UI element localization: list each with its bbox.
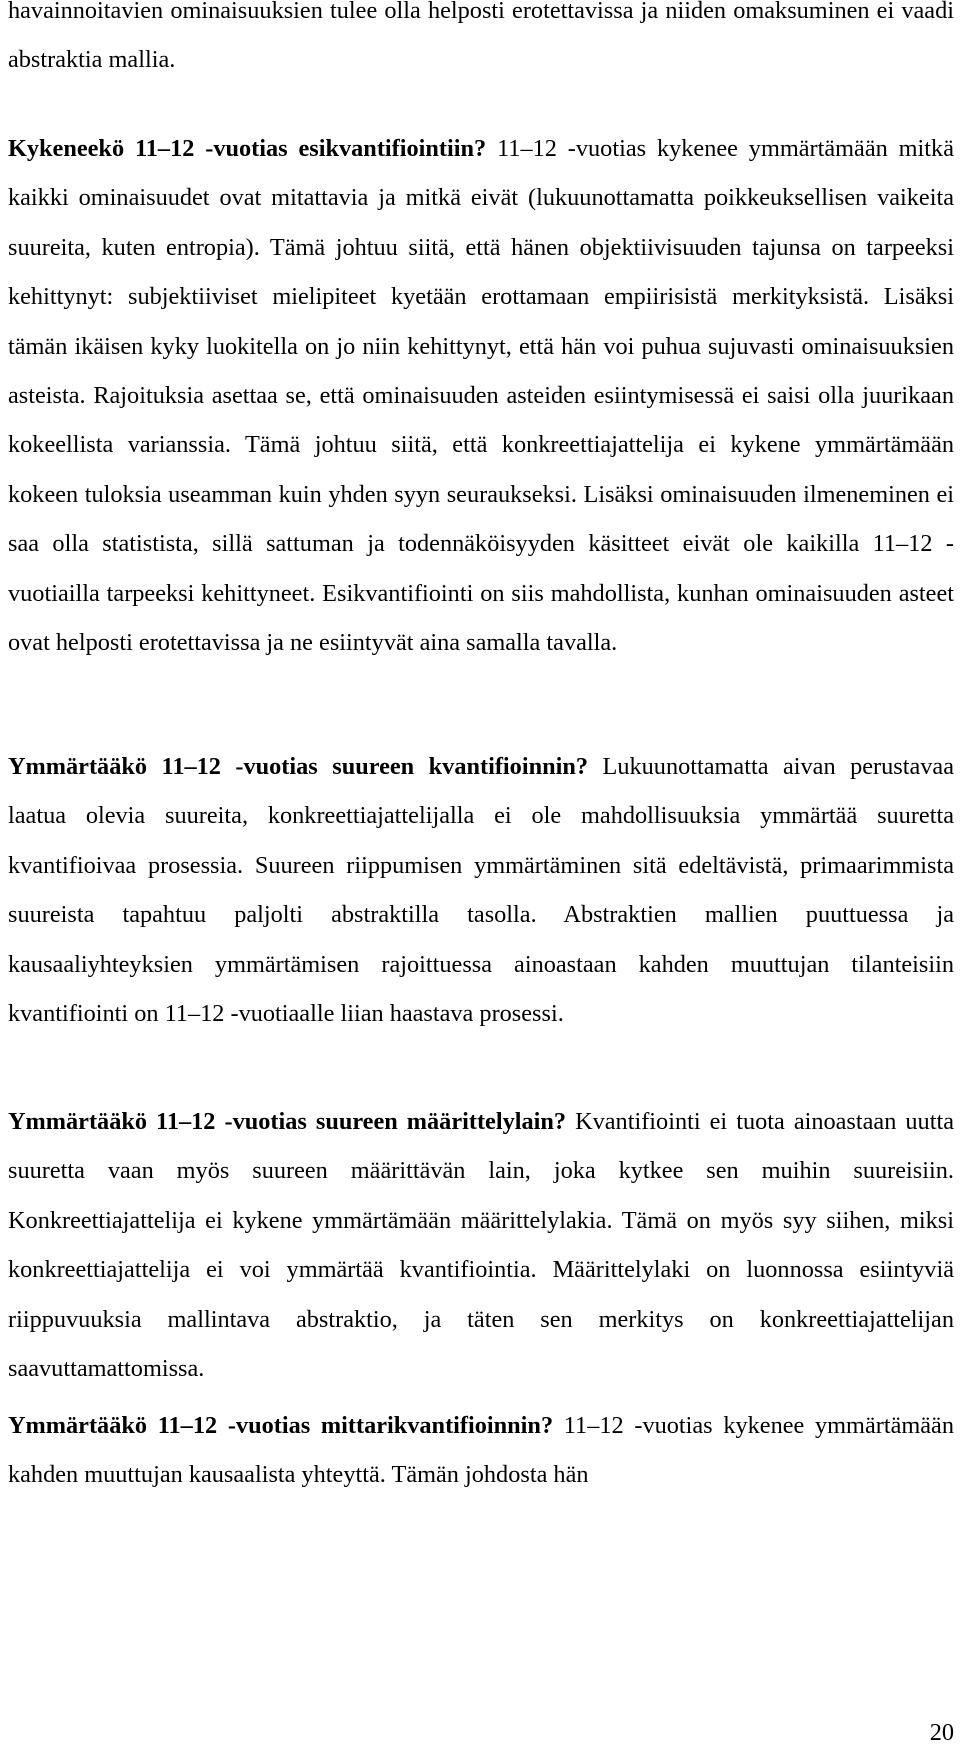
paragraph-suureen-kvantifiointi (8, 742, 954, 1038)
paragraph-text: Kvantifiointi ei tuota ainoastaan uutta suuretta vaan myös suureen määrittävän lain, joka kytkee sen muihin suureisiin. Konkreettiajattelija ei kykene ymmärtämään määrittelylakia. Tämä on myös syy siihen, miksi konkreettiajattelija ei voi ymmärtää kvantifiointia. Määrittelylaki on luonnossa esiintyviä riippuvuuksia mallintava abstraktio, ja täten sen merkitys on konkreettiajattelijan saavuttamattomissa. (8, 1108, 954, 1383)
paragraph-text: havainnoitavien ominaisuuksien tulee olla helposti erotettavissa ja niiden omaksuminen ei vaadi abstraktia mallia. (8, 0, 954, 74)
paragraph-heading: Ymmärtääkö 11–12 -vuotias suureen kvantifioinnin? (8, 753, 589, 780)
paragraph-heading: Ymmärtääkö 11–12 -vuotias mittarikvantifioinnin? (8, 1412, 554, 1439)
paragraph-esikvantifiointi (8, 124, 954, 667)
paragraph-continuation (8, 0, 954, 85)
paragraph-text: Lukuunottamatta aivan perustavaa laatua olevia suureita, konkreettiajattelijalla ei ole mahdollisuuksia ymmärtää suuretta kvantifioivaa prosessia. Suureen riippumisen ymmärtäminen sitä edeltävistä, primaarimmista suureista tapahtuu paljolti abstraktilla tasolla. Abstraktien mallien puuttuessa ja kausaaliyhteyksien ymmärtämisen rajoittuessa ainoastaan kahden muuttujan tilanteisiin kvantifiointi on 11–12 -vuotiaalle liian haastava prosessi. (8, 753, 954, 1028)
paragraph-text: 11–12 -vuotias kykenee ymmärtämään kahden muuttujan kausaalista yhteyttä. Tämän johdosta hän (8, 1412, 954, 1489)
paragraph-heading: Kykeneekö 11–12 -vuotias esikvantifiointiin? (8, 135, 487, 162)
paragraph-mittarikvantifiointi (8, 1401, 954, 1500)
page-number: 20 (929, 1719, 954, 1746)
paragraph-heading: Ymmärtääkö 11–12 -vuotias suureen määrittelylain? (8, 1108, 567, 1135)
paragraph-text: 11–12 -vuotias kykenee ymmärtämään mitkä kaikki ominaisuudet ovat mitattavia ja mitkä eivät (lukuunottamatta poikkeuksellisen vaikeita suureita, kuten entropia). Tämä johtuu siitä, että hänen objektiivisuuden tajunsa on tarpeeksi kehittynyt: subjektiiviset mielipiteet kyetään erottamaan empiirisistä merkityksistä. Lisäksi tämän ikäisen kyky luokitella on jo niin kehittynyt, että hän voi puhua sujuvasti ominaisuuksien asteista. Rajoituksia asettaa se, että ominaisuuden asteiden esiintymisessä ei saisi olla juurikaan kokeellista varianssia. Tämä johtuu siitä, että konkreettiajattelija ei kykene ymmärtämään kokeen tuloksia useamman kuin yhden syyn seuraukseksi. Lisäksi ominaisuuden ilmeneminen ei saa olla statistista, sillä sattuman ja todennäköisyyden käsitteet eivät ole kaikilla 11–12 -vuotiailla tarpeeksi kehittyneet. Esikvantifiointi on siis mahdollista, kunhan ominaisuuden asteet ovat helposti erotettavissa ja ne esiintyvät aina samalla tavalla. (8, 135, 954, 657)
paragraph-maarittelylaki (8, 1097, 954, 1393)
